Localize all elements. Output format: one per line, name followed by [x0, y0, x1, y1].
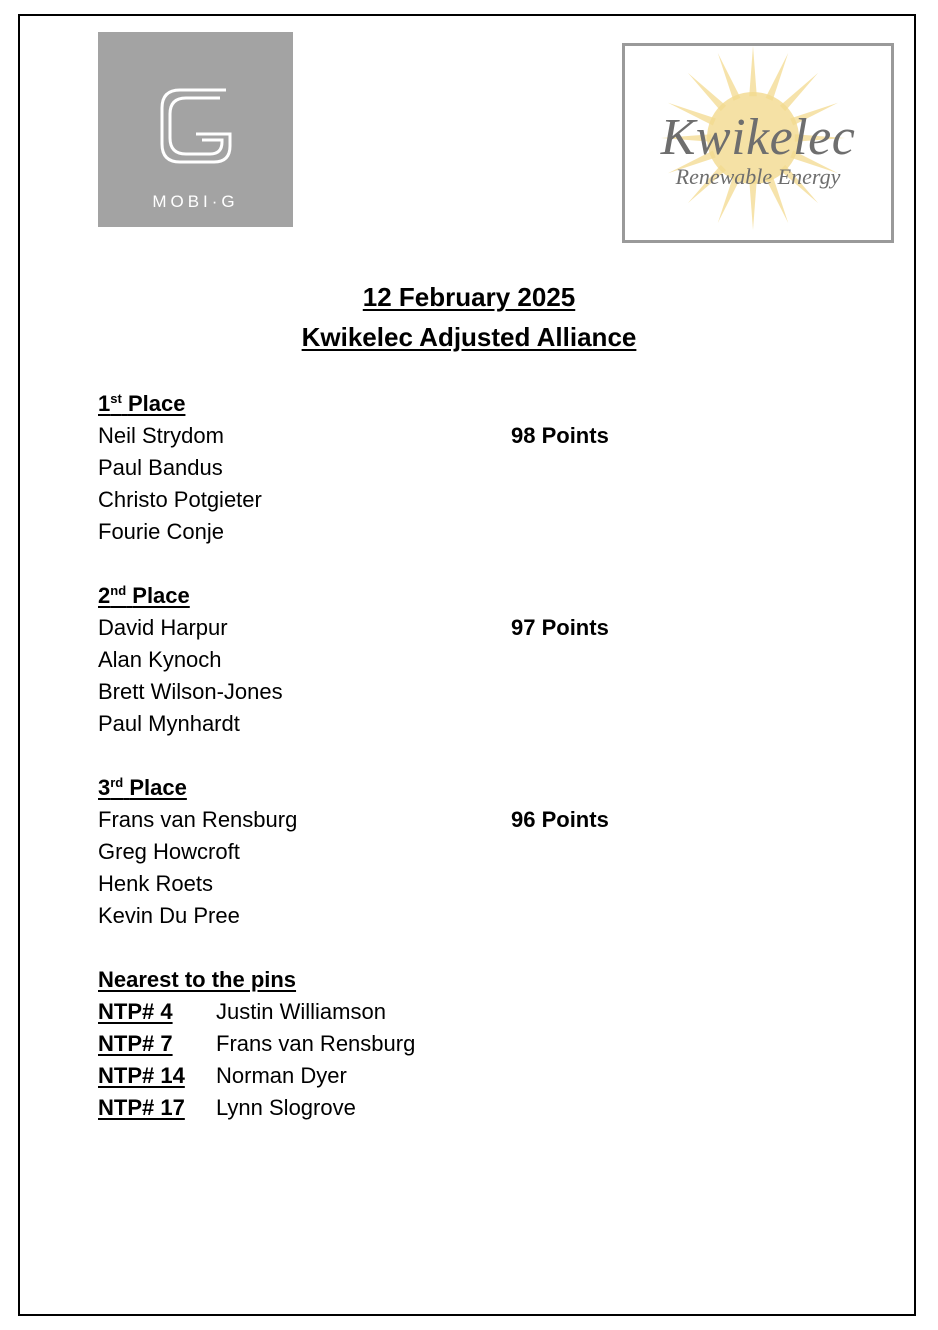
- place-heading: 1st Place: [98, 391, 186, 416]
- points-value: 97 Points: [511, 615, 609, 640]
- player-row: Brett Wilson-Jones: [98, 679, 283, 704]
- kwikelec-logo: [622, 43, 894, 243]
- ntp-row: [98, 996, 798, 1028]
- player-row: Neil Strydom 98 Points: [98, 420, 798, 452]
- place-section-3: [98, 772, 798, 932]
- place-section-2: [98, 580, 798, 740]
- ntp-hole: NTP# 7: [98, 1031, 173, 1056]
- player-row: Henk Roets: [98, 871, 213, 896]
- player-row: Frans van Rensburg 96 Points: [98, 804, 798, 836]
- points-value: 96 Points: [511, 807, 609, 832]
- ntp-winner: Justin Williamson: [216, 999, 386, 1024]
- ntp-winner: Norman Dyer: [216, 1063, 347, 1088]
- mobig-logo-text: MOBI·G: [152, 192, 239, 211]
- place-heading: 3rd Place: [98, 775, 187, 800]
- player-row: Kevin Du Pree: [98, 903, 240, 928]
- results-date: 12 February 2025: [362, 282, 576, 312]
- kwikelec-logo-tagline: Renewable Energy: [675, 164, 841, 189]
- place-heading: 2nd Place: [98, 583, 190, 608]
- player-row: Paul Bandus: [98, 455, 223, 480]
- ntp-row: [98, 1060, 798, 1092]
- mobig-logo: [98, 32, 293, 227]
- player-row: Christo Potgieter: [98, 487, 262, 512]
- player-row: Paul Mynhardt: [98, 711, 240, 736]
- points-value: 98 Points: [511, 423, 609, 448]
- ntp-section: [98, 964, 798, 1124]
- event-title: Kwikelec Adjusted Alliance: [301, 322, 637, 352]
- ntp-winner: Lynn Slogrove: [216, 1095, 356, 1120]
- ntp-hole: NTP# 17: [98, 1095, 185, 1120]
- ntp-hole: NTP# 14: [98, 1063, 185, 1088]
- player-row: Fourie Conje: [98, 519, 224, 544]
- player-row: Alan Kynoch: [98, 647, 222, 672]
- ntp-row: [98, 1092, 798, 1124]
- place-section-1: [98, 388, 798, 548]
- player-row: David Harpur 97 Points: [98, 612, 798, 644]
- kwikelec-logo-name: Kwikelec: [660, 109, 856, 166]
- ntp-winner: Frans van Rensburg: [216, 1031, 416, 1056]
- ntp-heading: Nearest to the pins: [98, 967, 297, 992]
- ntp-row: [98, 1028, 798, 1060]
- ntp-hole: NTP# 4: [98, 999, 173, 1024]
- player-row: Greg Howcroft: [98, 839, 240, 864]
